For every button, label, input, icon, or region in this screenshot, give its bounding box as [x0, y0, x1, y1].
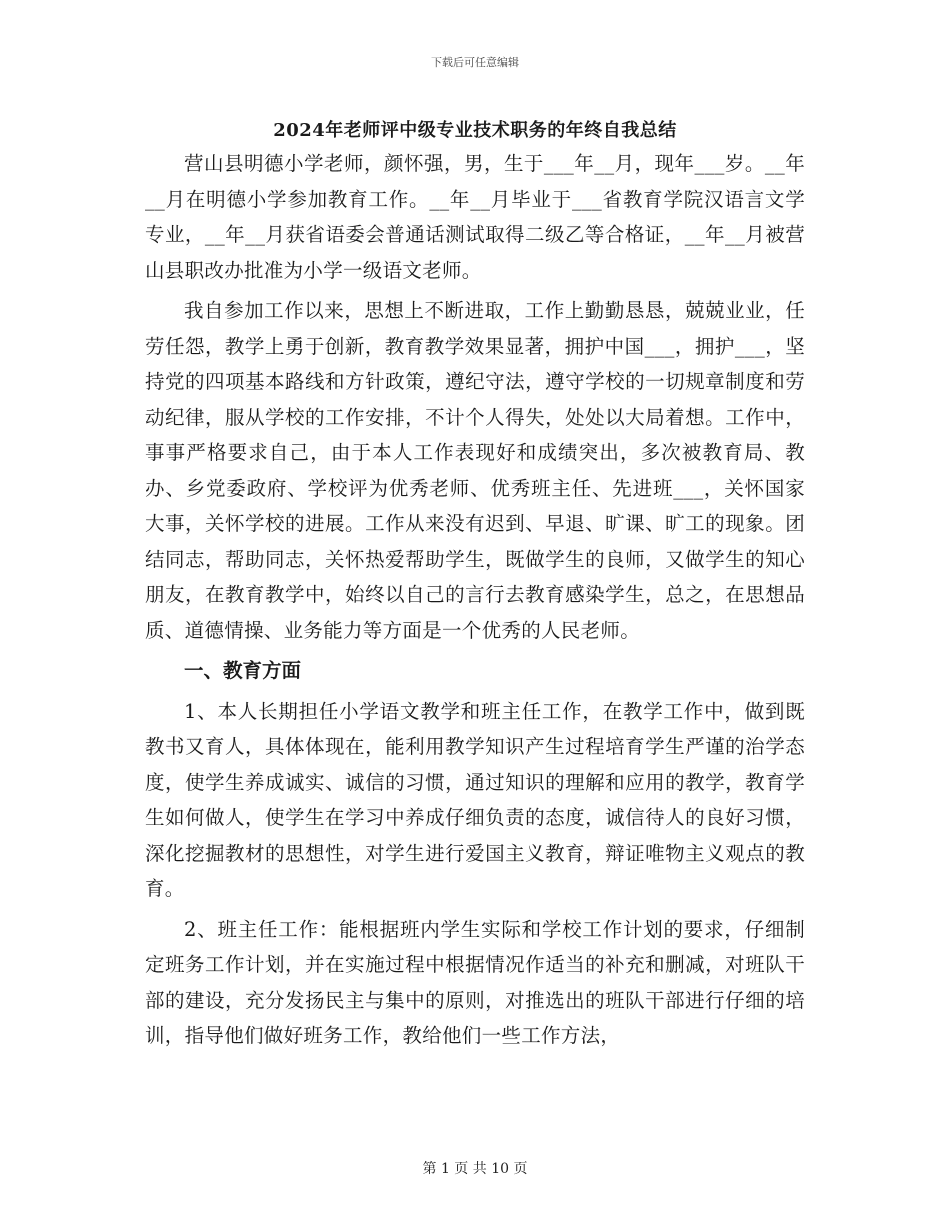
page-header-note: 下载后可任意编辑 [431, 56, 519, 69]
section-paragraph-class-teacher: 2、班主任工作：能根据班内学生实际和学校工作计划的要求，仔细制定班务工作计划，并在实施过程中根据情况作适当的补充和删减，对班队干部的建设，充分发扬民主与集中的原则，对推选出的班队干部进行仔细的培训，指导他们做好班务工作，教给他们一些工作方法， [145, 917, 805, 1047]
page-number: 第 1 页 共 10 页 [422, 1161, 528, 1177]
document-body [145, 146, 805, 1054]
section-heading-education: 一、教育方面 [184, 659, 302, 682]
summary-paragraph: 我自参加工作以来，思想上不断进取，工作上勤勤恳恳，兢兢业业，任劳任怨，教学上勇于创新，教育教学效果显著，拥护中国___，拥护___，坚持党的四项基本路线和方针政策，遵纪守法，遵守学校的一切规章制度和劳动纪律，服从学校的工作安排，不计个人得失，处处以大局着想。工作中，事事严格要求自己，由于本人工作表现好和成绩突出，多次被教育局、教办、乡党委政府、学校评为优秀老师、优秀班主任、先进班___，关怀国家大事，关怀学校的进展。工作从来没有迟到、早退、旷课、旷工的现象。团结同志，帮助同志，关怀热爱帮助学生，既做学生的良师，又做学生的知心朋友，在教育教学中，始终以自己的言行去教育感染学生，总之，在思想品质、道德情操、业务能力等方面是一个优秀的人民老师。 [145, 299, 805, 642]
intro-paragraph: 营山县明德小学老师，颜怀强，男，生于___年__月，现年___岁。__年__月在明德小学参加教育工作。__年__月毕业于___省教育学院汉语言文学专业，__年__月获省语委会普通话测试取得二级乙等合格证，__年__月被营山县职改办批准为小学一级语文老师。 [145, 152, 805, 282]
document-title: 2024年老师评中级专业技术职务的年终自我总结 [273, 120, 677, 141]
section-paragraph-teaching: 1、本人长期担任小学语文教学和班主任工作，在教学工作中，做到既教书又育人，具体体现在，能利用教学知识产生过程培育学生严谨的治学态度，使学生养成诚实、诚信的习惯，通过知识的理解和应用的教学，教育学生如何做人，使学生在学习中养成仔细负责的态度，诚信待人的良好习惯，深化挖掘教材的思想性，对学生进行爱国主义教育，辩证唯物主义观点的教育。 [145, 699, 805, 900]
